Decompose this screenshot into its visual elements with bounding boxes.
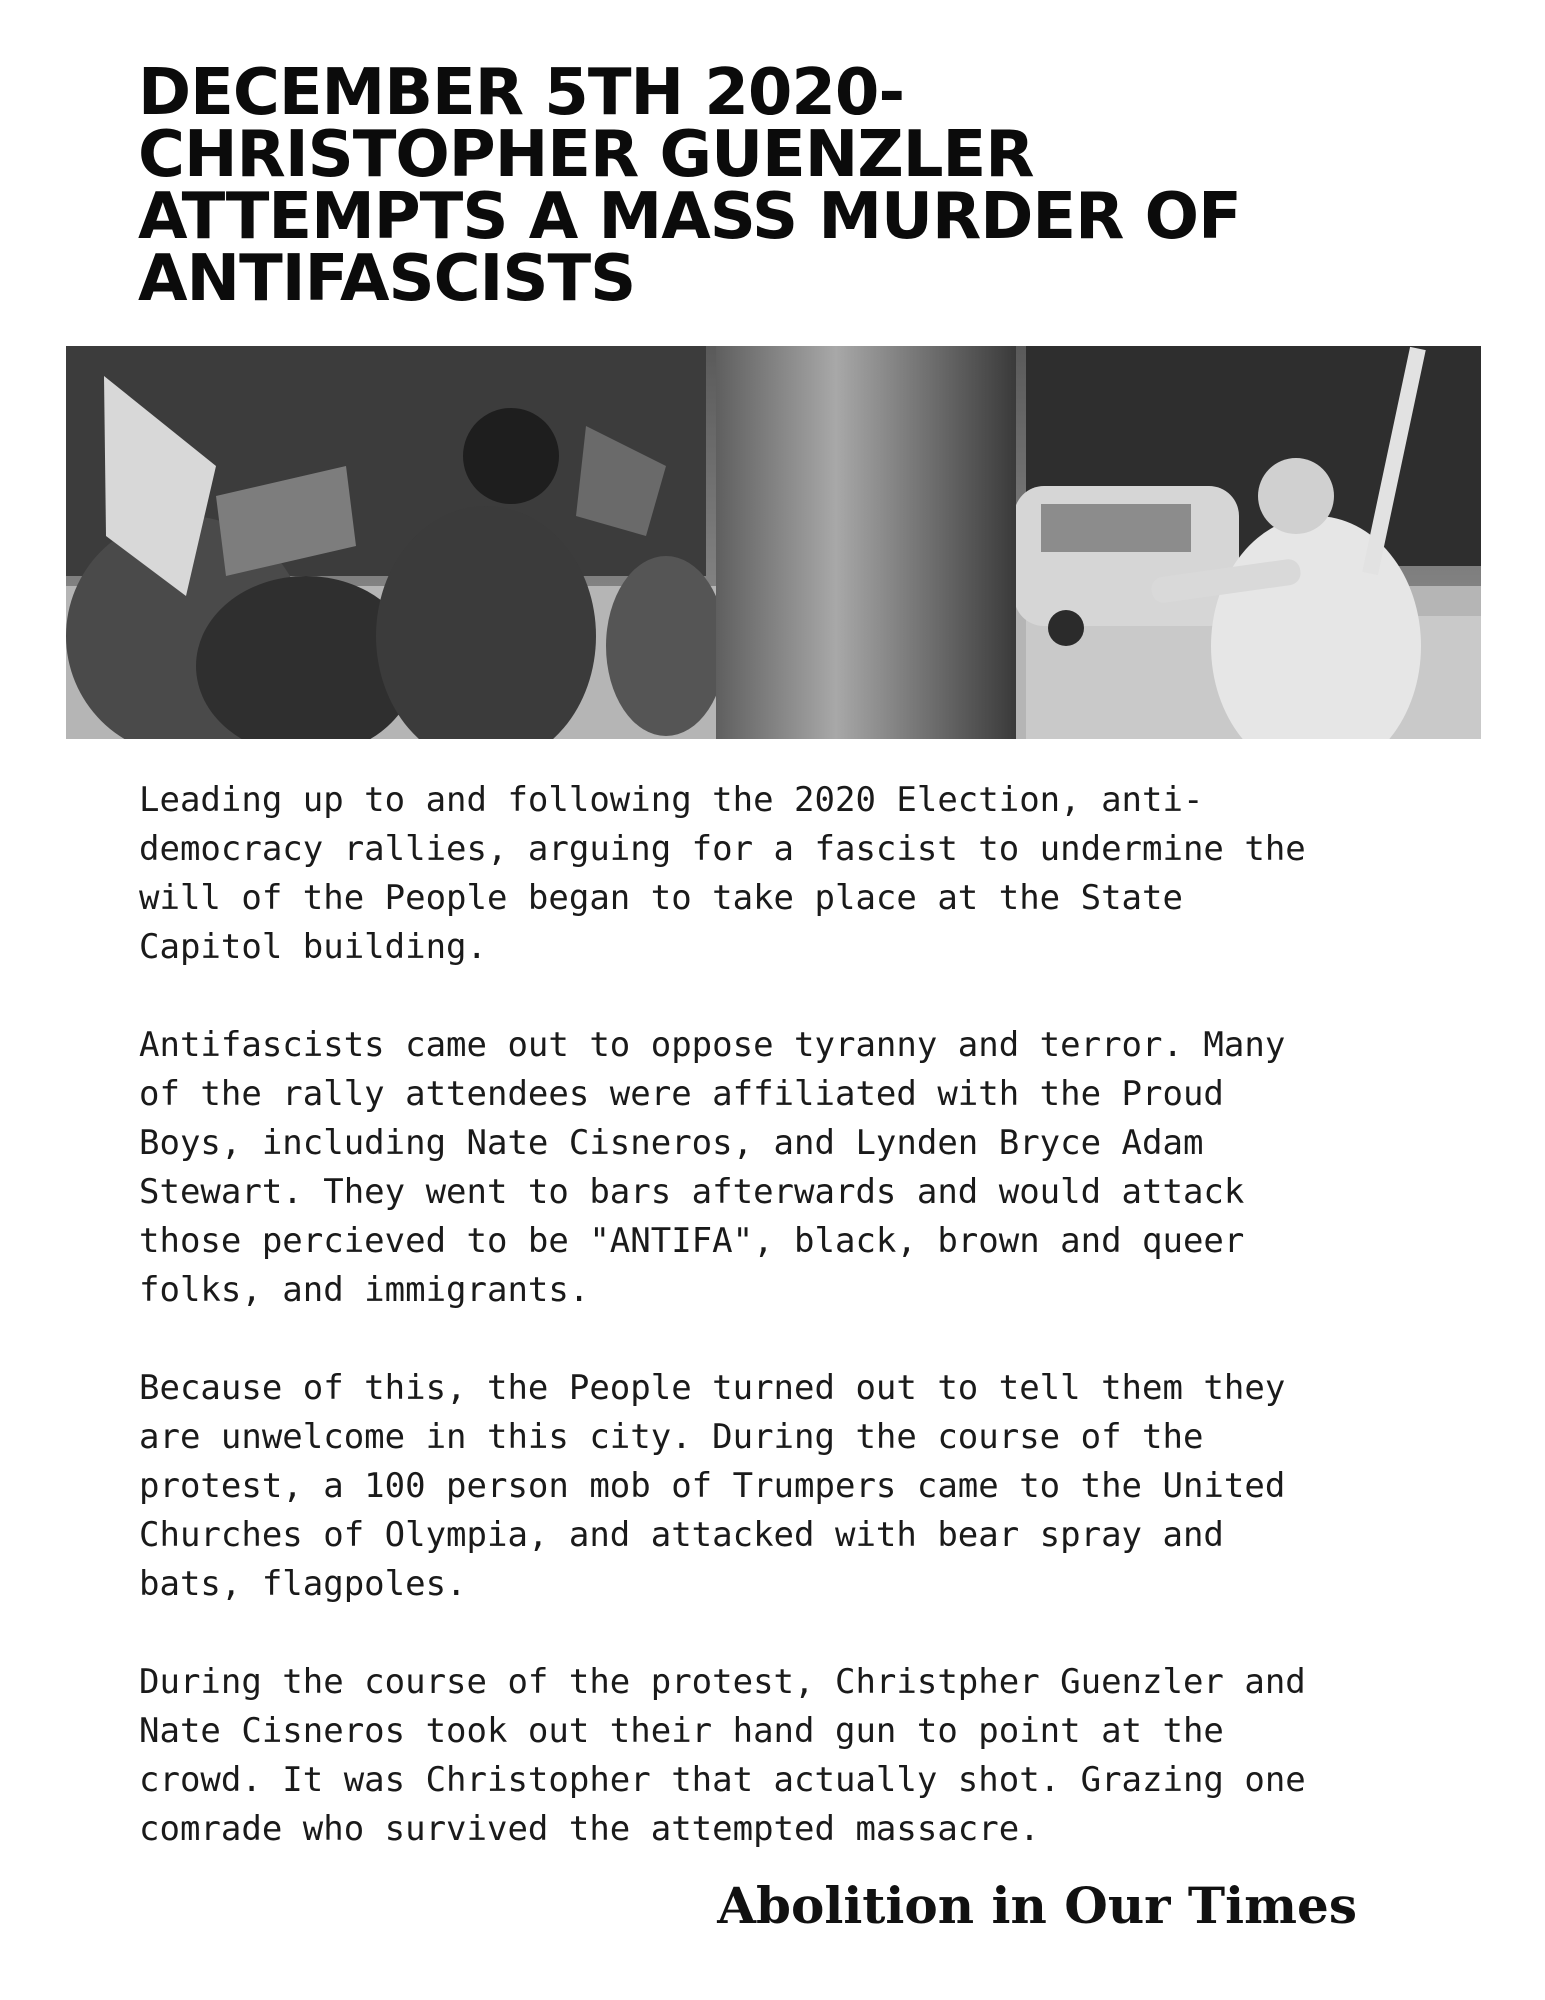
paragraph-line: will of the People began to take place at the State (139, 878, 1183, 918)
paragraph-line: Boys, including Nate Cisneros, and Lynden Bryce Adam (139, 1123, 1204, 1163)
paragraph-line: Stewart. They went to bars afterwards and would attack (139, 1172, 1245, 1212)
paragraph-line: comrade who survived the attempted massacre. (139, 1809, 1040, 1849)
paragraph-line: Leading up to and following the 2020 Election, anti- (139, 780, 1204, 820)
signature: Abolition in Our Times (717, 1876, 1357, 1935)
paragraph-line: Because of this, the People turned out to tell them they (139, 1368, 1286, 1408)
paragraph-line: Antifascists came out to oppose tyranny and terror. Many (139, 1025, 1286, 1065)
paragraph-3 (139, 1364, 1439, 1609)
paragraph-line: protest, a 100 person mob of Trumpers came to the United (139, 1466, 1286, 1506)
paragraph-line: of the rally attendees were affiliated with the Proud (139, 1074, 1224, 1114)
paragraph-4 (139, 1658, 1439, 1854)
headline-line-2: CHRISTOPHER GUENZLER (138, 118, 1034, 192)
paragraph-line: folks, and immigrants. (139, 1270, 590, 1310)
headline-line-4: ANTIFASCISTS (138, 242, 636, 316)
paragraph-2 (139, 1021, 1439, 1315)
paragraph-1 (139, 776, 1439, 972)
headline-line-3: ATTEMPTS A MASS MURDER OF (138, 180, 1241, 254)
paragraph-line: democracy rallies, arguing for a fascist to undermine the (139, 829, 1306, 869)
protest-photo-illustration (66, 346, 1481, 739)
paragraph-line: Nate Cisneros took out their hand gun to point at the (139, 1711, 1224, 1751)
paragraph-line: are unwelcome in this city. During the course of the (139, 1417, 1204, 1457)
paragraph-line: bats, flagpoles. (139, 1564, 467, 1604)
paragraph-line: crowd. It was Christopher that actually shot. Grazing one (139, 1760, 1306, 1800)
headline (138, 56, 1418, 316)
protest-photo (66, 346, 1481, 739)
paragraph-line: those percieved to be "ANTIFA", black, brown and queer (139, 1221, 1245, 1261)
article-body (139, 776, 1439, 1903)
paragraph-line: During the course of the protest, Christpher Guenzler and (139, 1662, 1306, 1702)
headline-line-1: DECEMBER 5TH 2020- (138, 56, 904, 130)
paragraph-line: Churches of Olympia, and attacked with bear spray and (139, 1515, 1224, 1555)
paragraph-line: Capitol building. (139, 927, 487, 967)
